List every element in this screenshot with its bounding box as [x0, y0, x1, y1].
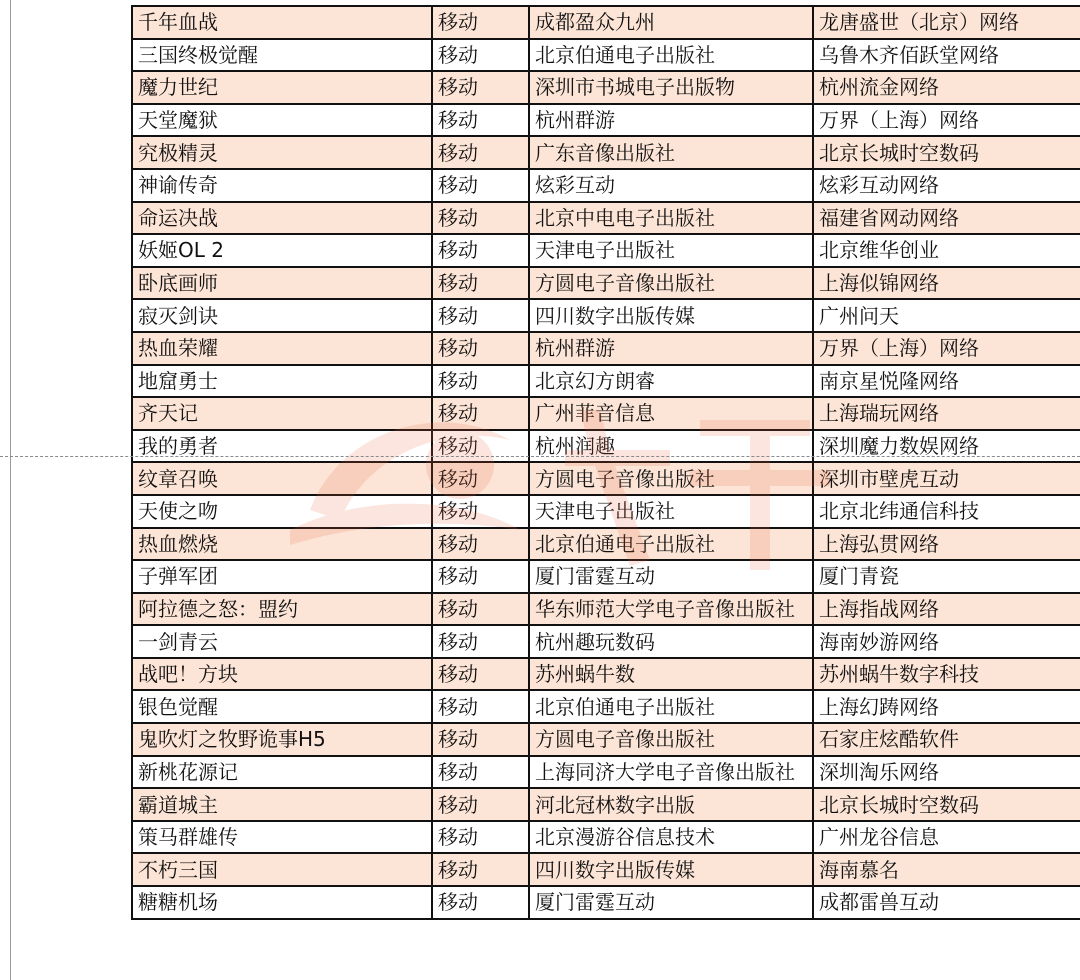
platform-cell[interactable]: 移动 [432, 169, 529, 202]
table-row [132, 853, 1080, 886]
game-name-cell[interactable]: 魔力世纪 [132, 71, 432, 104]
platform-cell[interactable]: 移动 [432, 397, 529, 430]
game-name-cell[interactable]: 妖姬OL 2 [132, 234, 432, 267]
operator-cell[interactable]: 北京长城时空数码 [813, 136, 1080, 169]
publisher-cell[interactable]: 厦门雷霆互动 [529, 560, 813, 593]
table-row [132, 495, 1080, 528]
table-row [132, 886, 1080, 919]
table-row [132, 560, 1080, 593]
table-row [132, 625, 1080, 658]
game-name-cell[interactable]: 卧底画师 [132, 267, 432, 300]
game-name-cell[interactable]: 天使之吻 [132, 495, 432, 528]
table-row [132, 462, 1080, 495]
table-row [132, 723, 1080, 756]
publisher-cell[interactable]: 北京伯通电子出版社 [529, 690, 813, 723]
game-name-cell[interactable]: 霸道城主 [132, 788, 432, 821]
publisher-cell[interactable]: 上海同济大学电子音像出版社 [529, 756, 813, 789]
game-name-cell[interactable]: 战吧！方块 [132, 658, 432, 691]
publisher-cell[interactable]: 杭州润趣 [529, 430, 813, 463]
game-name-cell[interactable]: 三国终极觉醒 [132, 39, 432, 72]
operator-cell[interactable]: 福建省网动网络 [813, 202, 1080, 235]
platform-cell[interactable]: 移动 [432, 788, 529, 821]
game-name-cell[interactable]: 地窟勇士 [132, 365, 432, 398]
publisher-cell[interactable]: 北京漫游谷信息技术 [529, 821, 813, 854]
publisher-cell[interactable]: 杭州群游 [529, 332, 813, 365]
operator-cell[interactable]: 上海瑞玩网络 [813, 397, 1080, 430]
platform-cell[interactable]: 移动 [432, 462, 529, 495]
operator-cell[interactable]: 乌鲁木齐佰跃堂网络 [813, 39, 1080, 72]
game-name-cell[interactable]: 热血燃烧 [132, 528, 432, 561]
platform-cell[interactable]: 移动 [432, 528, 529, 561]
table-row [132, 332, 1080, 365]
table-row [132, 756, 1080, 789]
game-name-cell[interactable]: 一剑青云 [132, 625, 432, 658]
operator-cell[interactable]: 深圳魔力数娱网络 [813, 430, 1080, 463]
table-row [132, 39, 1080, 72]
publisher-cell[interactable]: 四川数字出版传媒 [529, 853, 813, 886]
operator-cell[interactable]: 成都雷兽互动 [813, 886, 1080, 919]
publisher-cell[interactable]: 广东音像出版社 [529, 136, 813, 169]
table-body [132, 6, 1080, 919]
publisher-cell[interactable]: 厦门雷霆互动 [529, 886, 813, 919]
platform-cell[interactable]: 移动 [432, 234, 529, 267]
table-row [132, 234, 1080, 267]
table-row [132, 299, 1080, 332]
operator-cell[interactable]: 广州问天 [813, 299, 1080, 332]
platform-cell[interactable]: 移动 [432, 104, 529, 137]
game-name-cell[interactable]: 纹章召唤 [132, 462, 432, 495]
publisher-cell[interactable]: 广州菲音信息 [529, 397, 813, 430]
game-name-cell[interactable]: 阿拉德之怒：盟约 [132, 593, 432, 626]
platform-cell[interactable]: 移动 [432, 756, 529, 789]
publisher-cell[interactable]: 杭州群游 [529, 104, 813, 137]
operator-cell[interactable]: 北京长城时空数码 [813, 788, 1080, 821]
platform-cell[interactable]: 移动 [432, 625, 529, 658]
platform-cell[interactable]: 移动 [432, 6, 529, 39]
game-name-cell[interactable]: 天堂魔狱 [132, 104, 432, 137]
platform-cell[interactable]: 移动 [432, 71, 529, 104]
game-name-cell[interactable]: 不朽三国 [132, 853, 432, 886]
platform-cell[interactable]: 移动 [432, 299, 529, 332]
operator-cell[interactable]: 上海幻踌网络 [813, 690, 1080, 723]
game-name-cell[interactable]: 究极精灵 [132, 136, 432, 169]
publisher-cell[interactable]: 华东师范大学电子音像出版社 [529, 593, 813, 626]
platform-cell[interactable]: 移动 [432, 658, 529, 691]
operator-cell[interactable]: 南京星悦隆网络 [813, 365, 1080, 398]
publisher-cell[interactable]: 四川数字出版传媒 [529, 299, 813, 332]
table-row [132, 6, 1080, 39]
table-row [132, 821, 1080, 854]
publisher-cell[interactable]: 苏州蜗牛数 [529, 658, 813, 691]
game-name-cell[interactable]: 神谕传奇 [132, 169, 432, 202]
table-row [132, 136, 1080, 169]
row-header-divider [10, 0, 11, 980]
publisher-cell[interactable]: 杭州趣玩数码 [529, 625, 813, 658]
operator-cell[interactable]: 万界（上海）网络 [813, 104, 1080, 137]
publisher-cell[interactable]: 炫彩互动 [529, 169, 813, 202]
operator-cell[interactable]: 上海似锦网络 [813, 267, 1080, 300]
publisher-cell[interactable]: 河北冠林数字出版 [529, 788, 813, 821]
platform-cell[interactable]: 移动 [432, 593, 529, 626]
game-name-cell[interactable]: 命运决战 [132, 202, 432, 235]
operator-cell[interactable]: 杭州流金网络 [813, 71, 1080, 104]
platform-cell[interactable]: 移动 [432, 821, 529, 854]
operator-cell[interactable]: 海南妙游网络 [813, 625, 1080, 658]
platform-cell[interactable]: 移动 [432, 430, 529, 463]
platform-cell[interactable]: 移动 [432, 853, 529, 886]
table-row [132, 788, 1080, 821]
platform-cell[interactable]: 移动 [432, 39, 529, 72]
operator-cell[interactable]: 北京北纬通信科技 [813, 495, 1080, 528]
operator-cell[interactable]: 广州龙谷信息 [813, 821, 1080, 854]
table-row [132, 104, 1080, 137]
game-name-cell[interactable]: 千年血战 [132, 6, 432, 39]
game-name-cell[interactable]: 策马群雄传 [132, 821, 432, 854]
platform-cell[interactable]: 移动 [432, 136, 529, 169]
table-row [132, 658, 1080, 691]
operator-cell[interactable]: 石家庄炫酷软件 [813, 723, 1080, 756]
operator-cell[interactable]: 北京维华创业 [813, 234, 1080, 267]
platform-cell[interactable]: 移动 [432, 332, 529, 365]
operator-cell[interactable]: 上海指战网络 [813, 593, 1080, 626]
platform-cell[interactable]: 移动 [432, 886, 529, 919]
game-name-cell[interactable]: 齐天记 [132, 397, 432, 430]
platform-cell[interactable]: 移动 [432, 267, 529, 300]
table-row [132, 690, 1080, 723]
platform-cell[interactable]: 移动 [432, 723, 529, 756]
game-name-cell[interactable]: 热血荣耀 [132, 332, 432, 365]
operator-cell[interactable]: 海南慕名 [813, 853, 1080, 886]
table-row [132, 169, 1080, 202]
platform-cell[interactable]: 移动 [432, 365, 529, 398]
game-name-cell[interactable]: 我的勇者 [132, 430, 432, 463]
publisher-cell[interactable]: 天津电子出版社 [529, 234, 813, 267]
publisher-cell[interactable]: 北京幻方朗睿 [529, 365, 813, 398]
page-break-line [0, 456, 1080, 457]
game-name-cell[interactable]: 银色觉醒 [132, 690, 432, 723]
publisher-cell[interactable]: 方圆电子音像出版社 [529, 267, 813, 300]
operator-cell[interactable]: 炫彩互动网络 [813, 169, 1080, 202]
table-row [132, 365, 1080, 398]
table-row [132, 71, 1080, 104]
operator-cell[interactable]: 苏州蜗牛数字科技 [813, 658, 1080, 691]
publisher-cell[interactable]: 方圆电子音像出版社 [529, 462, 813, 495]
game-name-cell[interactable]: 糖糖机场 [132, 886, 432, 919]
table-row [132, 267, 1080, 300]
table-row [132, 528, 1080, 561]
game-name-cell[interactable]: 鬼吹灯之牧野诡事H5 [132, 723, 432, 756]
platform-cell[interactable]: 移动 [432, 560, 529, 593]
publisher-cell[interactable]: 北京中电电子出版社 [529, 202, 813, 235]
game-name-cell[interactable]: 子弹军团 [132, 560, 432, 593]
game-name-cell[interactable]: 寂灭剑诀 [132, 299, 432, 332]
publisher-cell[interactable]: 成都盈众九州 [529, 6, 813, 39]
operator-cell[interactable]: 厦门青瓷 [813, 560, 1080, 593]
publisher-cell[interactable]: 北京伯通电子出版社 [529, 39, 813, 72]
platform-cell[interactable]: 移动 [432, 690, 529, 723]
table-row [132, 430, 1080, 463]
operator-cell[interactable]: 龙唐盛世（北京）网络 [813, 6, 1080, 39]
operator-cell[interactable]: 万界（上海）网络 [813, 332, 1080, 365]
platform-cell[interactable]: 移动 [432, 495, 529, 528]
platform-cell[interactable]: 移动 [432, 202, 529, 235]
game-approval-table [131, 5, 1080, 920]
table-row [132, 202, 1080, 235]
publisher-cell[interactable]: 北京伯通电子出版社 [529, 528, 813, 561]
publisher-cell[interactable]: 深圳市书城电子出版物 [529, 71, 813, 104]
table-row [132, 593, 1080, 626]
publisher-cell[interactable]: 天津电子出版社 [529, 495, 813, 528]
operator-cell[interactable]: 深圳市壁虎互动 [813, 462, 1080, 495]
table-row [132, 397, 1080, 430]
operator-cell[interactable]: 深圳淘乐网络 [813, 756, 1080, 789]
publisher-cell[interactable]: 方圆电子音像出版社 [529, 723, 813, 756]
game-name-cell[interactable]: 新桃花源记 [132, 756, 432, 789]
operator-cell[interactable]: 上海弘贯网络 [813, 528, 1080, 561]
